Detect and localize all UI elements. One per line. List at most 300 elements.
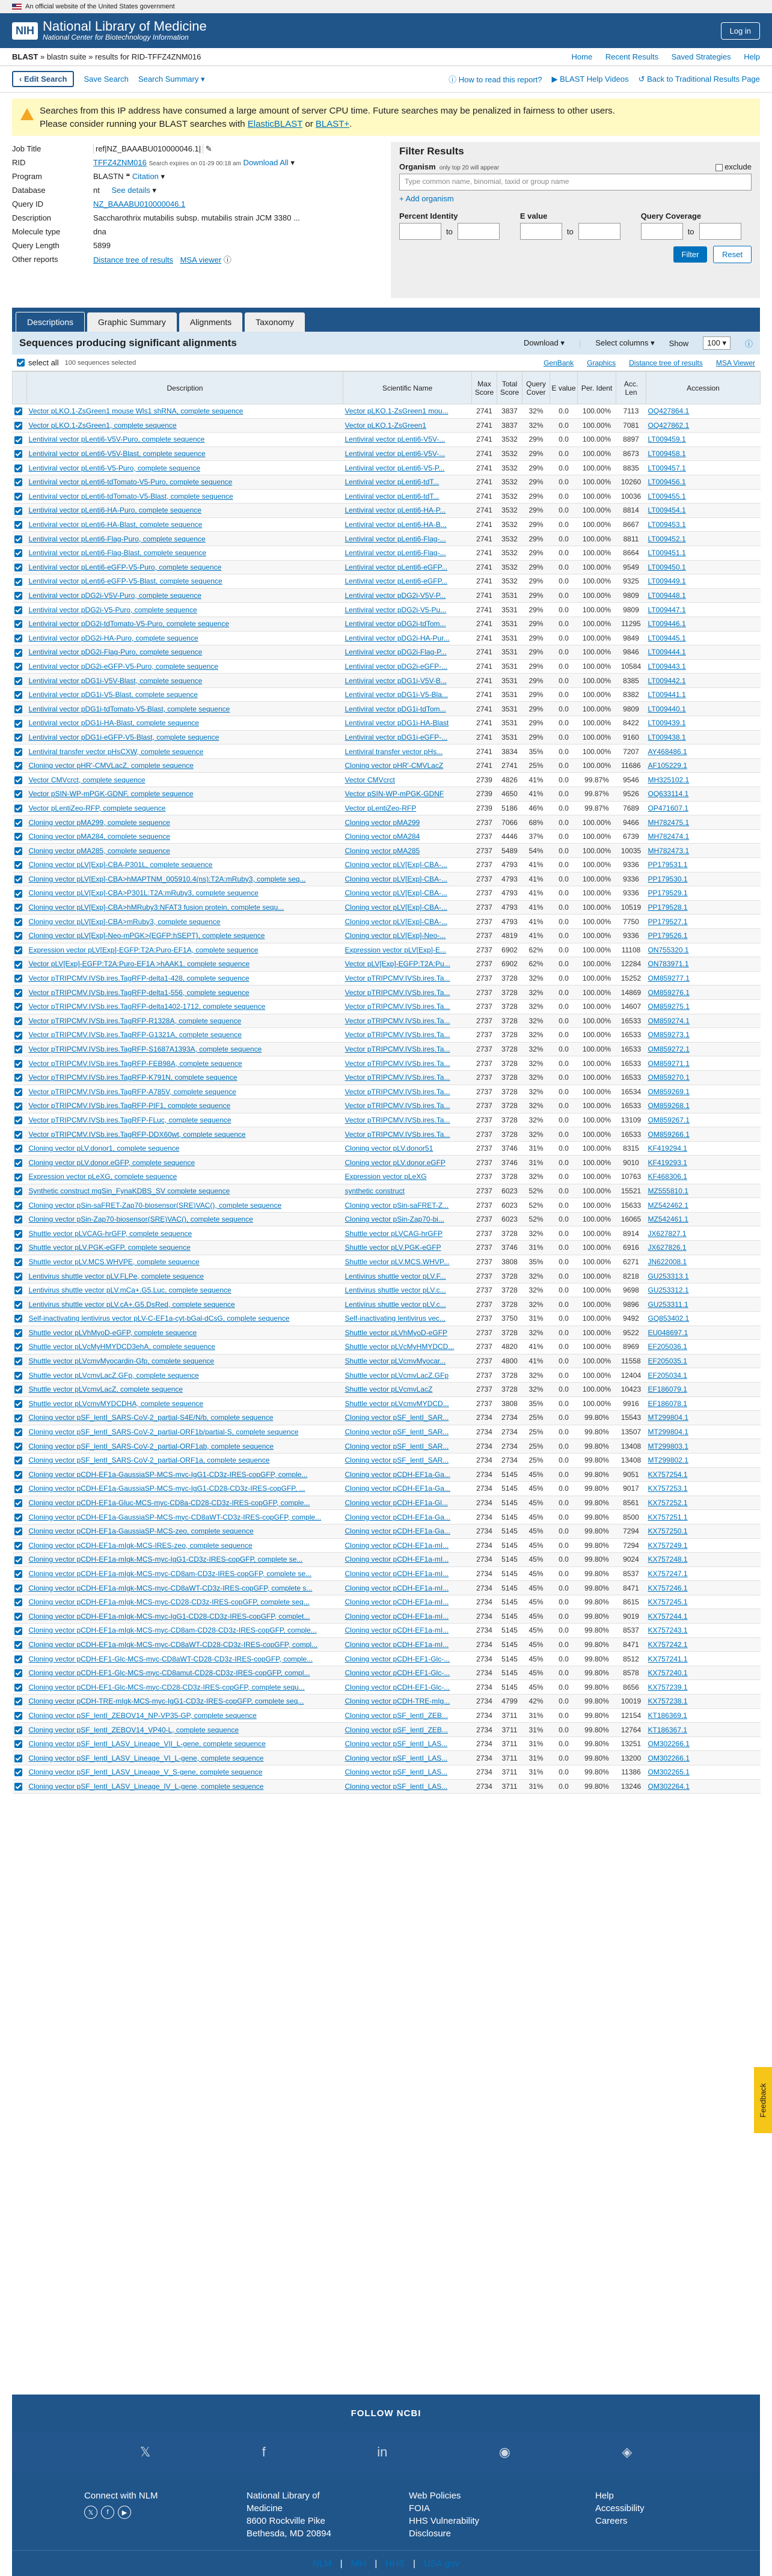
row-description-link[interactable]: Cloning vector pSin-saFRET-Zap70-biosensor(SRE)VAC(), complete sequence <box>28 1201 282 1210</box>
row-checkbox[interactable] <box>14 1244 22 1252</box>
row-description-link[interactable]: Lentiviral vector pLenti6-Flag-Puro, complete sequence <box>28 534 206 543</box>
row-scientific-name-link[interactable]: Cloning vector pLV[Exp]-CBA-... <box>345 874 448 883</box>
row-scientific-name-link[interactable]: Lentivirus shuttle vector pLV.c... <box>345 1300 446 1309</box>
col-max-score[interactable]: Max Score <box>472 372 497 404</box>
row-description-link[interactable]: Cloning vector pSF_lentI_LASV_Lineage_V_S-gene, complete sequence <box>28 1768 263 1777</box>
row-description-link[interactable]: Lentiviral transfer vector pHsCXW, complete sequence <box>28 747 204 756</box>
pct-min-input[interactable] <box>399 223 441 240</box>
row-accession-link[interactable]: OM302266.1 <box>648 1740 690 1749</box>
row-checkbox[interactable] <box>14 507 22 515</box>
row-accession-link[interactable]: LT009441.1 <box>648 690 686 699</box>
col-description[interactable]: Description <box>27 372 343 404</box>
row-scientific-name-link[interactable]: Shuttle vector pLVcmvLacZ.GFp <box>345 1371 449 1380</box>
row-scientific-name-link[interactable]: Cloning vector pCDH-TRE-mIg... <box>345 1697 450 1706</box>
col-per-ident[interactable]: Per. Ident <box>578 372 616 404</box>
row-checkbox[interactable] <box>14 1273 22 1280</box>
row-accession-link[interactable]: PP179529.1 <box>648 889 688 898</box>
row-accession-link[interactable]: KX757254.1 <box>648 1470 688 1479</box>
row-description-link[interactable]: Vector pSIN-WP-mPGK-GDNF, complete sequence <box>28 790 194 799</box>
row-accession-link[interactable]: MH782473.1 <box>648 846 690 855</box>
row-checkbox[interactable] <box>14 1627 22 1635</box>
row-scientific-name-link[interactable]: Lentiviral vector pDG1i-HA-Blast <box>345 719 449 728</box>
row-scientific-name-link[interactable]: Vector pTRIPCMV.IVSb.ires.Ta... <box>345 1045 450 1054</box>
row-checkbox[interactable] <box>14 1046 22 1053</box>
row-checkbox[interactable] <box>14 535 22 543</box>
row-scientific-name-link[interactable]: Lentiviral vector pLenti6-V5-P... <box>345 463 445 472</box>
row-scientific-name-link[interactable]: Vector pTRIPCMV.IVSb.ires.Ta... <box>345 1115 450 1124</box>
row-description-link[interactable]: Lentiviral vector pLenti6-eGFP-V5-Blast, complete sequence <box>28 577 222 586</box>
row-scientific-name-link[interactable]: Vector pTRIPCMV.IVSb.ires.Ta... <box>345 1101 450 1110</box>
help-icon[interactable]: ⓘ <box>744 339 753 349</box>
row-checkbox[interactable] <box>14 918 22 926</box>
row-checkbox[interactable] <box>14 1514 22 1521</box>
col-evalue[interactable]: E value <box>550 372 578 404</box>
edit-search-button[interactable]: ‹ Edit Search <box>12 71 74 87</box>
row-scientific-name-link[interactable]: Vector pLV[Exp]-EGFP:T2A:Pu... <box>345 960 450 969</box>
row-description-link[interactable]: Cloning vector pCDH-EF1a-mIgk-MCS-myc-CD8aWT-CD28-CD3z-IRES-copGFP, compl... <box>28 1640 318 1649</box>
row-description-link[interactable]: Vector pTRIPCMV.IVSb.ires.TagRFP-PIF1, complete sequence <box>28 1101 231 1110</box>
row-accession-link[interactable]: JX627827.1 <box>648 1229 687 1238</box>
row-scientific-name-link[interactable]: Expression vector pLeXG <box>345 1172 427 1181</box>
row-accession-link[interactable]: KF419293.1 <box>648 1158 687 1167</box>
row-accession-link[interactable]: MT299804.1 <box>648 1413 688 1422</box>
row-accession-link[interactable]: EF186078.1 <box>648 1399 687 1408</box>
row-checkbox[interactable] <box>14 1301 22 1309</box>
row-description-link[interactable]: Shuttle vector pLV.MCS.WHVPE, complete sequence <box>28 1257 200 1266</box>
row-description-link[interactable]: Cloning vector pSF_lentI_ZEBOV14_VP40-L, complete sequence <box>28 1725 239 1734</box>
row-accession-link[interactable]: LT009450.1 <box>648 562 686 571</box>
usagov-link[interactable]: USA.gov <box>423 2558 460 2569</box>
row-accession-link[interactable]: AY468486.1 <box>648 747 687 756</box>
row-checkbox[interactable] <box>14 861 22 869</box>
row-checkbox[interactable] <box>14 1315 22 1323</box>
row-checkbox[interactable] <box>14 1103 22 1110</box>
msa-viewer-link[interactable]: MSA viewer <box>180 255 222 264</box>
row-scientific-name-link[interactable]: Lentiviral vector pLenti6-Flag-... <box>345 534 446 543</box>
row-accession-link[interactable]: KX757249.1 <box>648 1541 688 1550</box>
row-checkbox[interactable] <box>14 705 22 713</box>
graphics-link[interactable]: Graphics <box>587 358 616 367</box>
row-accession-link[interactable]: LT009451.1 <box>648 549 686 558</box>
row-checkbox[interactable] <box>14 464 22 472</box>
nav-help[interactable]: Help <box>744 52 760 61</box>
row-accession-link[interactable]: KX757246.1 <box>648 1583 688 1592</box>
row-scientific-name-link[interactable]: Cloning vector pLV[Exp]-CBA-... <box>345 860 448 869</box>
row-checkbox[interactable] <box>14 436 22 444</box>
row-scientific-name-link[interactable]: Lentiviral vector pDG2i-V5V-P... <box>345 591 446 600</box>
row-accession-link[interactable]: MZ542462.1 <box>648 1201 688 1210</box>
row-description-link[interactable]: Lentivirus shuttle vector pLV.mCa+.G5.Luc, complete sequence <box>28 1286 231 1295</box>
row-accession-link[interactable]: LT009448.1 <box>648 591 686 600</box>
row-checkbox[interactable] <box>14 1641 22 1649</box>
row-scientific-name-link[interactable]: Shuttle vector pLVcmvMyocar... <box>345 1357 446 1366</box>
row-accession-link[interactable]: GU253312.1 <box>648 1286 689 1295</box>
row-accession-link[interactable]: KX757251.1 <box>648 1512 688 1521</box>
row-description-link[interactable]: Cloning vector pCDH-EF1a-GaussiaSP-MCS-myc-IgG1-CD3z-IRES-copGFP, comple... <box>28 1470 308 1479</box>
row-scientific-name-link[interactable]: Vector pTRIPCMV.IVSb.ires.Ta... <box>345 1087 450 1096</box>
row-description-link[interactable]: Cloning vector pCDH-EF1a-GaussiaSP-MCS-myc-CD8aWT-CD3z-IRES-copGFP, comple... <box>28 1512 322 1521</box>
see-details-link[interactable]: See details <box>111 185 150 195</box>
row-checkbox[interactable] <box>14 734 22 741</box>
row-description-link[interactable]: Lentiviral vector pLenti6-HA-Puro, complete sequence <box>28 506 201 515</box>
download-dropdown[interactable]: Download ▾ <box>523 338 565 347</box>
row-checkbox[interactable] <box>14 1017 22 1025</box>
row-accession-link[interactable]: KX757241.1 <box>648 1654 688 1663</box>
row-scientific-name-link[interactable]: Lentiviral vector pLenti6-eGFP... <box>345 562 448 571</box>
row-checkbox[interactable] <box>14 1698 22 1705</box>
add-organism-link[interactable]: + Add organism <box>399 194 454 203</box>
blog-icon[interactable]: ◈ <box>622 2444 633 2459</box>
row-checkbox[interactable] <box>14 649 22 657</box>
row-checkbox[interactable] <box>14 1216 22 1223</box>
nlm-logo[interactable] <box>12 20 207 41</box>
row-accession-link[interactable]: KX757250.1 <box>648 1527 688 1536</box>
row-accession-link[interactable]: KT186369.1 <box>648 1711 687 1720</box>
select-all-checkbox[interactable] <box>17 359 25 367</box>
row-checkbox[interactable] <box>14 890 22 898</box>
row-description-link[interactable]: Cloning vector pSF_lentI_SARS-CoV-2_partial-ORF1ab, complete sequence <box>28 1442 274 1451</box>
row-scientific-name-link[interactable]: Vector pTRIPCMV.IVSb.ires.Ta... <box>345 1031 450 1040</box>
row-checkbox[interactable] <box>14 1286 22 1294</box>
row-checkbox[interactable] <box>14 1174 22 1181</box>
row-scientific-name-link[interactable]: Vector pLKO.1-ZsGreen1 mou... <box>345 407 449 416</box>
row-description-link[interactable]: Lentiviral vector pDG2i-Flag-Puro, complete sequence <box>28 648 203 657</box>
nav-saved-strategies[interactable]: Saved Strategies <box>671 52 731 61</box>
row-checkbox[interactable] <box>14 1116 22 1124</box>
nlm-link[interactable]: NLM <box>312 2558 332 2569</box>
row-description-link[interactable]: Cloning vector pCDH-TRE-mIgk-MCS-myc-IgG1-CD3z-IRES-copGFP, complete seq... <box>28 1697 304 1706</box>
row-scientific-name-link[interactable]: Cloning vector pCDH-EF1-Glc-... <box>345 1669 450 1678</box>
row-description-link[interactable]: Lentiviral vector pDG2i-V5-Puro, complete sequence <box>28 605 197 614</box>
row-accession-link[interactable]: LT009447.1 <box>648 605 686 614</box>
row-scientific-name-link[interactable]: Cloning vector pLV[Exp]-CBA-... <box>345 917 448 926</box>
row-scientific-name-link[interactable]: Shuttle vector pLV.MCS.WHVP... <box>345 1257 450 1266</box>
row-scientific-name-link[interactable]: Lentiviral vector pDG2i-Flag-P... <box>345 648 447 657</box>
row-description-link[interactable]: Vector pTRIPCMV.IVSb.ires.TagRFP-delta1-556, complete sequence <box>28 988 250 997</box>
row-checkbox[interactable] <box>14 1074 22 1082</box>
row-scientific-name-link[interactable]: Cloning vector pCDH-EF1-Glc-... <box>345 1682 450 1691</box>
row-checkbox[interactable] <box>14 1585 22 1592</box>
row-accession-link[interactable]: OM859273.1 <box>648 1031 690 1040</box>
row-checkbox[interactable] <box>14 422 22 430</box>
row-description-link[interactable]: Cloning vector pSF_lentI_ZEBOV14_NP-VP35-GP, complete sequence <box>28 1711 257 1720</box>
row-checkbox[interactable] <box>14 1357 22 1365</box>
row-description-link[interactable]: Cloning vector pSF_lentI_LASV_Lineage_VII_L-gene, complete sequence <box>28 1740 266 1749</box>
row-checkbox[interactable] <box>14 1542 22 1550</box>
row-scientific-name-link[interactable]: Cloning vector pSF_lentI_SAR... <box>345 1413 449 1422</box>
row-checkbox[interactable] <box>14 1684 22 1691</box>
row-description-link[interactable]: Vector pLV[Exp]-EGFP:T2A:Puro-EF1A >hAAK1, complete sequence <box>28 960 250 969</box>
row-description-link[interactable]: Cloning vector pCDH-EF1a-mIgk-MCS-myc-CD8am-CD3z-IRES-copGFP, complete se... <box>28 1569 312 1578</box>
row-scientific-name-link[interactable]: Lentiviral vector pDG2i-HA-Pur... <box>345 633 450 642</box>
row-accession-link[interactable]: KX757248.1 <box>648 1555 688 1564</box>
row-description-link[interactable]: Cloning vector pLV.donor.eGFP, complete sequence <box>28 1158 195 1167</box>
row-description-link[interactable]: Lentiviral vector pDG1i-eGFP-V5-Blast, complete sequence <box>28 732 219 741</box>
row-scientific-name-link[interactable]: Vector CMVcrct <box>345 775 395 784</box>
citation-link[interactable]: Citation <box>132 171 159 181</box>
row-checkbox[interactable] <box>14 1499 22 1507</box>
row-accession-link[interactable]: OQ427864.1 <box>648 407 690 416</box>
row-accession-link[interactable]: LT009453.1 <box>648 520 686 529</box>
elasticblast-link[interactable]: ElasticBLAST <box>247 119 303 129</box>
nav-recent-results[interactable]: Recent Results <box>605 52 658 61</box>
row-accession-link[interactable]: KX757244.1 <box>648 1612 688 1621</box>
row-accession-link[interactable]: MH325102.1 <box>648 775 690 784</box>
row-description-link[interactable]: Cloning vector pCDH-EF1a-mIgk-MCS-myc-IgG1-CD3z-IRES-copGFP, complete se... <box>28 1555 303 1564</box>
hhs-link[interactable]: HHS <box>385 2558 405 2569</box>
row-checkbox[interactable] <box>14 875 22 883</box>
row-description-link[interactable]: Lentiviral vector pDG1i-V5-Blast, complete sequence <box>28 690 198 699</box>
row-description-link[interactable]: Lentiviral vector pLenti6-V5-Puro, complete sequence <box>28 463 200 472</box>
row-accession-link[interactable]: OM859277.1 <box>648 974 690 983</box>
row-description-link[interactable]: Cloning vector pSin-Zap70-biosensor(SRE)VAC(), complete sequence <box>28 1215 253 1224</box>
row-scientific-name-link[interactable]: Lentivirus shuttle vector pLV.F... <box>345 1271 446 1280</box>
row-scientific-name-link[interactable]: Self-inactivating lentivirus vec... <box>345 1314 446 1323</box>
row-scientific-name-link[interactable]: Vector pTRIPCMV.IVSb.ires.Ta... <box>345 1016 450 1025</box>
careers-link[interactable]: Careers <box>595 2516 628 2526</box>
row-description-link[interactable]: Cloning vector pSF_lentI_LASV_Lineage_IV_L-gene, complete sequence <box>28 1782 264 1791</box>
save-search-link[interactable]: Save Search <box>84 75 129 84</box>
row-description-link[interactable]: Vector CMVcrct, complete sequence <box>28 775 146 784</box>
tab-alignments[interactable]: Alignments <box>179 312 242 332</box>
row-scientific-name-link[interactable]: Cloning vector pSF_lentI_LAS... <box>345 1740 448 1749</box>
col-scientific-name[interactable]: Scientific Name <box>343 372 472 404</box>
row-accession-link[interactable]: OM302264.1 <box>648 1782 690 1791</box>
row-scientific-name-link[interactable]: Cloning vector pCDH-EF1a-mI... <box>345 1640 449 1649</box>
how-to-read-link[interactable]: ⓘ How to read this report? <box>449 75 542 84</box>
row-scientific-name-link[interactable]: Cloning vector pLV.donor.eGFP <box>345 1158 446 1167</box>
row-scientific-name-link[interactable]: Cloning vector pCDH-EF1a-mI... <box>345 1555 449 1564</box>
row-description-link[interactable]: Cloning vector pLV[Exp]-CBA-P301L, complete sequence <box>28 860 213 869</box>
row-accession-link[interactable]: LT009442.1 <box>648 676 686 685</box>
row-scientific-name-link[interactable]: Cloning vector pCDH-EF1a-Ga... <box>345 1527 450 1536</box>
row-scientific-name-link[interactable]: Cloning vector pLV.donor51 <box>345 1144 433 1153</box>
row-scientific-name-link[interactable]: Cloning vector pCDH-EF1a-Ga... <box>345 1470 450 1479</box>
row-accession-link[interactable]: OM859275.1 <box>648 1002 690 1011</box>
row-checkbox[interactable] <box>14 1159 22 1167</box>
row-description-link[interactable]: Lentiviral vector pDG1i-tdTomato-V5-Blast, complete sequence <box>28 704 230 713</box>
row-scientific-name-link[interactable]: Lentiviral vector pDG1i-eGFP-... <box>345 732 448 741</box>
row-checkbox[interactable] <box>14 819 22 827</box>
row-description-link[interactable]: Cloning vector pCDH-EF1a-mIgk-MCS-myc-CD8aWT-CD3z-IRES-copGFP, complete s... <box>28 1583 313 1592</box>
row-scientific-name-link[interactable]: Vector pLentiZeo-RFP <box>345 803 417 812</box>
row-accession-link[interactable]: LT009457.1 <box>648 463 686 472</box>
row-accession-link[interactable]: OM859266.1 <box>648 1130 690 1139</box>
row-description-link[interactable]: Cloning vector pCDH-EF1a-mIgk-MCS-myc-CD28-CD3z-IRES-copGFP, complete seq... <box>28 1598 310 1607</box>
disclosure-link[interactable]: Disclosure <box>409 2529 452 2539</box>
row-checkbox[interactable] <box>14 592 22 600</box>
row-description-link[interactable]: Lentiviral vector pLenti6-eGFP-V5-Puro, complete sequence <box>28 562 222 571</box>
twitter-icon[interactable]: 𝕏 <box>139 2444 151 2459</box>
row-description-link[interactable]: Cloning vector pCDH-EF1a-mIgk-MCS-IRES-zeo, complete sequence <box>28 1541 253 1550</box>
nih-link[interactable]: NIH <box>351 2558 367 2569</box>
row-description-link[interactable]: Cloning vector pMA284, complete sequence <box>28 832 170 841</box>
organism-input[interactable]: Type common name, binomial, taxid or group name <box>399 174 752 190</box>
row-scientific-name-link[interactable]: Cloning vector pSF_lentI_SAR... <box>345 1442 449 1451</box>
row-accession-link[interactable]: KF419294.1 <box>648 1144 687 1153</box>
row-description-link[interactable]: Lentiviral vector pDG2i-V5V-Puro, complete sequence <box>28 591 201 600</box>
row-description-link[interactable]: Cloning vector pSF_lentI_SARS-CoV-2_partial-S4E/N/b, complete sequence <box>28 1413 274 1422</box>
row-scientific-name-link[interactable]: Lentiviral vector pDG1i-V5-Bla... <box>345 690 448 699</box>
row-checkbox[interactable] <box>14 578 22 586</box>
row-description-link[interactable]: Vector pTRIPCMV.IVSb.ires.TagRFP-A785V, complete sequence <box>28 1087 236 1096</box>
row-description-link[interactable]: Lentiviral vector pLenti6-HA-Blast, complete sequence <box>28 520 203 529</box>
row-checkbox[interactable] <box>14 720 22 728</box>
row-accession-link[interactable]: OM302265.1 <box>648 1768 690 1777</box>
row-checkbox[interactable] <box>14 904 22 912</box>
row-checkbox[interactable] <box>14 1527 22 1535</box>
row-description-link[interactable]: Self-inactivating lentivirus vector pLV-C-EF1a-cyt-bGal-dCsG, complete sequence <box>28 1314 290 1323</box>
row-checkbox[interactable] <box>14 1712 22 1720</box>
row-checkbox[interactable] <box>14 1783 22 1791</box>
reset-button[interactable]: Reset <box>713 246 752 263</box>
row-accession-link[interactable]: LT009459.1 <box>648 435 686 444</box>
row-description-link[interactable]: Lentiviral vector pDG1i-HA-Blast, complete sequence <box>28 719 199 728</box>
row-description-link[interactable]: Cloning vector pCDH-EF1a-mIgk-MCS-myc-IgG1-CD28-CD3z-IRES-copGFP, complet... <box>28 1612 310 1621</box>
row-accession-link[interactable]: GQ853402.1 <box>648 1314 690 1323</box>
row-description-link[interactable]: Shuttle vector pLVcmvMYDCDHA, complete sequence <box>28 1399 204 1408</box>
row-accession-link[interactable]: LT009439.1 <box>648 719 686 728</box>
row-checkbox[interactable] <box>14 450 22 458</box>
row-scientific-name-link[interactable]: Lentivirus shuttle vector pLV.c... <box>345 1286 446 1295</box>
row-accession-link[interactable]: OM302266.1 <box>648 1753 690 1762</box>
show-count-select[interactable]: 100 ▾ <box>703 336 731 350</box>
row-accession-link[interactable]: OM859267.1 <box>648 1115 690 1124</box>
row-checkbox[interactable] <box>14 1443 22 1451</box>
row-description-link[interactable]: Cloning vector pCDH-EF1-Glc-MCS-myc-CD8amut-CD28-CD3z-IRES-copGFP, compl... <box>28 1669 310 1678</box>
row-scientific-name-link[interactable]: Expression vector pLV[Exp]-E... <box>345 945 447 954</box>
row-scientific-name-link[interactable]: Cloning vector pSF_lentI_SAR... <box>345 1428 449 1437</box>
row-checkbox[interactable] <box>14 1145 22 1153</box>
row-accession-link[interactable]: PP179526.1 <box>648 931 688 940</box>
row-scientific-name-link[interactable]: Vector pSIN-WP-mPGK-GDNF <box>345 790 444 799</box>
row-description-link[interactable]: Cloning vector pLV[Exp]-CBA>hMRuby3:NFAT3 fusion protein, complete sequ... <box>28 903 284 912</box>
row-description-link[interactable]: Shuttle vector pLVcmvLacZ.GFp, complete sequence <box>28 1371 199 1380</box>
row-checkbox[interactable] <box>14 1400 22 1408</box>
row-checkbox[interactable] <box>14 805 22 812</box>
row-description-link[interactable]: Vector pTRIPCMV.IVSb.ires.TagRFP-FEB98A, complete sequence <box>28 1059 242 1068</box>
row-description-link[interactable]: Cloning vector pCDH-EF1-Glc-MCS-myc-CD28-CD3z-IRES-copGFP, complete sequ... <box>28 1682 305 1691</box>
row-checkbox[interactable] <box>14 1669 22 1677</box>
row-checkbox[interactable] <box>14 1032 22 1040</box>
row-checkbox[interactable] <box>14 549 22 557</box>
row-description-link[interactable]: Cloning vector pSF_lentI_SARS-CoV-2_partial-ORF1b/partial-S, complete sequence <box>28 1428 299 1437</box>
row-scientific-name-link[interactable]: Shuttle vector pLVCAG-hrGFP <box>345 1229 443 1238</box>
row-scientific-name-link[interactable]: Vector pTRIPCMV.IVSb.ires.Ta... <box>345 988 450 997</box>
row-scientific-name-link[interactable]: Cloning vector pCDH-EF1a-Ga... <box>345 1512 450 1521</box>
row-description-link[interactable]: Lentiviral vector pLenti6-tdTomato-V5-Puro, complete sequence <box>28 478 233 487</box>
row-scientific-name-link[interactable]: Lentiviral vector pDG1i-V5V-B... <box>345 676 447 685</box>
row-accession-link[interactable]: KX757240.1 <box>648 1669 688 1678</box>
row-accession-link[interactable]: OM859268.1 <box>648 1101 690 1110</box>
row-scientific-name-link[interactable]: Lentiviral vector pDG1i-tdTom... <box>345 704 446 713</box>
exclude-checkbox[interactable]: exclude <box>715 162 752 171</box>
row-description-link[interactable]: Shuttle vector pLVcmvLacZ, complete sequence <box>28 1385 183 1394</box>
row-scientific-name-link[interactable]: Cloning vector pCDH-EF1a-mI... <box>345 1598 449 1607</box>
blastplus-link[interactable]: BLAST+ <box>315 119 350 129</box>
row-accession-link[interactable]: LT009458.1 <box>648 449 686 458</box>
row-scientific-name-link[interactable]: Cloning vector pCDH-EF1a-mI... <box>345 1583 449 1592</box>
row-accession-link[interactable]: OM859272.1 <box>648 1045 690 1054</box>
row-description-link[interactable]: Vector pTRIPCMV.IVSb.ires.TagRFP-FLuc, complete sequence <box>28 1115 231 1124</box>
row-accession-link[interactable]: OQ427862.1 <box>648 421 690 430</box>
row-scientific-name-link[interactable]: Vector pTRIPCMV.IVSb.ires.Ta... <box>345 1059 450 1068</box>
row-scientific-name-link[interactable]: Cloning vector pMA284 <box>345 832 420 841</box>
row-scientific-name-link[interactable]: Cloning vector pCDH-EF1a-Ga... <box>345 1484 450 1493</box>
row-scientific-name-link[interactable]: Lentiviral transfer vector pHs... <box>345 747 443 756</box>
row-accession-link[interactable]: OP471607.1 <box>648 803 688 812</box>
foia-link[interactable]: FOIA <box>409 2503 430 2514</box>
row-scientific-name-link[interactable]: Vector pLKO.1-ZsGreen1 <box>345 421 426 430</box>
row-scientific-name-link[interactable]: Lentiviral vector pDG2i-V5-Pu... <box>345 605 447 614</box>
row-description-link[interactable]: Lentivirus shuttle vector pLV.cA+.G5.DsRed, complete sequence <box>28 1300 235 1309</box>
row-scientific-name-link[interactable]: Cloning vector pMA285 <box>345 846 420 855</box>
row-accession-link[interactable]: PP179531.1 <box>648 860 688 869</box>
row-description-link[interactable]: Cloning vector pCDH-EF1-Glc-MCS-myc-CD8aWT-CD28-CD3z-IRES-copGFP, comple... <box>28 1654 313 1663</box>
row-scientific-name-link[interactable]: Shuttle vector pLVcmvLacZ <box>345 1385 433 1394</box>
row-description-link[interactable]: Lentivirus shuttle vector pLV.FLPe, complete sequence <box>28 1271 204 1280</box>
row-accession-link[interactable]: KF468306.1 <box>648 1172 687 1181</box>
row-checkbox[interactable] <box>14 521 22 529</box>
row-accession-link[interactable]: MZ542461.1 <box>648 1215 688 1224</box>
row-checkbox[interactable] <box>14 663 22 671</box>
query-id-link[interactable]: NZ_BAAABU010000046.1 <box>93 199 186 209</box>
row-accession-link[interactable]: KX757238.1 <box>648 1697 688 1706</box>
row-accession-link[interactable]: MT299803.1 <box>648 1442 688 1451</box>
row-scientific-name-link[interactable]: Lentiviral vector pLenti6-HA-B... <box>345 520 447 529</box>
row-description-link[interactable]: Vector pLKO.1-ZsGreen1 mouse Wls1 shRNA, complete sequence <box>28 407 244 416</box>
row-accession-link[interactable]: MT299802.1 <box>648 1456 688 1465</box>
row-checkbox[interactable] <box>14 1230 22 1238</box>
row-description-link[interactable]: Vector pTRIPCMV.IVSb.ires.TagRFP-DDX60wt, complete sequence <box>28 1130 246 1139</box>
row-scientific-name-link[interactable]: Lentiviral vector pLenti6-tdT... <box>345 492 440 501</box>
row-checkbox[interactable] <box>14 677 22 685</box>
row-accession-link[interactable]: JN622008.1 <box>648 1257 687 1266</box>
row-checkbox[interactable] <box>14 407 22 415</box>
row-scientific-name-link[interactable]: Vector pTRIPCMV.IVSb.ires.Ta... <box>345 1002 450 1011</box>
row-checkbox[interactable] <box>14 1740 22 1748</box>
row-accession-link[interactable]: MH782474.1 <box>648 832 690 841</box>
row-scientific-name-link[interactable]: synthetic construct <box>345 1186 405 1195</box>
select-columns-dropdown[interactable]: Select columns ▾ <box>595 338 655 347</box>
row-description-link[interactable]: Lentiviral vector pLenti6-Flag-Blast, complete sequence <box>28 549 206 558</box>
row-scientific-name-link[interactable]: Cloning vector pSF_lentI_ZEB... <box>345 1725 448 1734</box>
row-checkbox[interactable] <box>14 1202 22 1210</box>
row-accession-link[interactable]: EF205034.1 <box>648 1371 687 1380</box>
row-checkbox[interactable] <box>14 1457 22 1464</box>
row-checkbox[interactable] <box>14 635 22 642</box>
distance-tree-results-link[interactable]: Distance tree of results <box>629 358 703 367</box>
row-checkbox[interactable] <box>14 606 22 614</box>
row-description-link[interactable]: Cloning vector pLV[Exp]-CBA>P301L:T2A:mRuby3, complete sequence <box>28 889 259 898</box>
row-scientific-name-link[interactable]: Shuttle vector pLVhMyoD-eGFP <box>345 1328 448 1337</box>
row-scientific-name-link[interactable]: Cloning vector pSin-Zap70-bi... <box>345 1215 444 1224</box>
row-description-link[interactable]: Vector pTRIPCMV.IVSb.ires.TagRFP-delta1-428, complete sequence <box>28 974 250 983</box>
row-scientific-name-link[interactable]: Cloning vector pLV[Exp]-CBA-... <box>345 889 448 898</box>
row-accession-link[interactable]: KX757239.1 <box>648 1682 688 1691</box>
col-acc-len[interactable]: Acc. Len <box>616 372 646 404</box>
row-scientific-name-link[interactable]: Vector pTRIPCMV.IVSb.ires.Ta... <box>345 1073 450 1082</box>
row-checkbox[interactable] <box>14 1088 22 1096</box>
accessibility-link[interactable]: Accessibility <box>595 2503 645 2514</box>
row-accession-link[interactable]: ON783971.1 <box>648 960 689 969</box>
row-scientific-name-link[interactable]: Lentiviral vector pLenti6-HA-P... <box>345 506 446 515</box>
qcov-min-input[interactable] <box>641 223 683 240</box>
row-scientific-name-link[interactable]: Vector pTRIPCMV.IVSb.ires.Ta... <box>345 1130 450 1139</box>
row-description-link[interactable]: Lentiviral vector pDG2i-tdTomato-V5-Puro, complete sequence <box>28 620 229 629</box>
row-description-link[interactable]: Vector pTRIPCMV.IVSb.ires.TagRFP-R1328A, complete sequence <box>28 1016 242 1025</box>
row-scientific-name-link[interactable]: Cloning vector pCDH-EF1a-mI... <box>345 1541 449 1550</box>
